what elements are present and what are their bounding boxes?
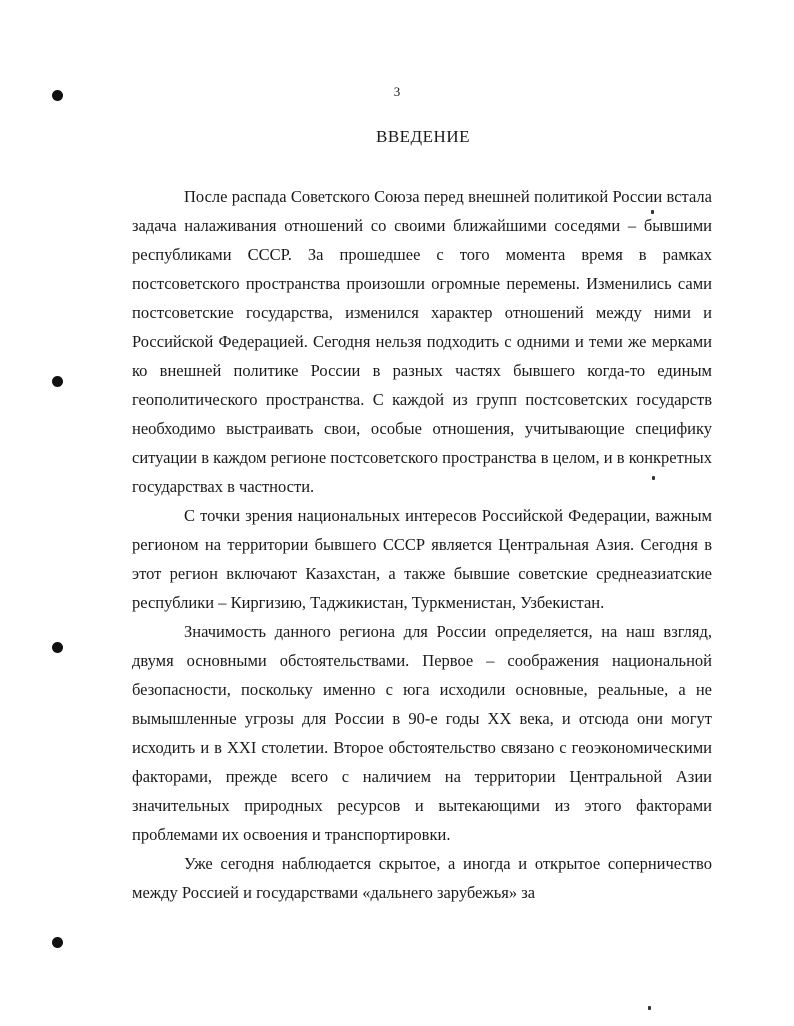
binder-hole-mark: [52, 937, 63, 948]
binder-hole-mark: [52, 376, 63, 387]
binder-hole-mark: [52, 90, 63, 101]
paragraph-2: С точки зрения национальных интересов Российской Федерации, важным регионом на территории бывшего СССР является Центральная Азия. Сегодня в этот регион включают Казахстан, а также бывшие советские среднеазиатские республики – Киргизию, Таджикистан, Туркменистан, Узбекистан.: [132, 506, 712, 612]
scan-speck: [648, 1006, 651, 1010]
paragraph-1: После распада Советского Союза перед внешней политикой России встала задача налаживания отношений со своими ближайшими соседями – бывшими республиками СССР. За прошедшее с того момента время в рамках постсоветского пространства произошли огромные перемены. Изменились сами постсоветские государства, изменился характер отношений между ними и Российской Федерацией. Сегодня нельзя подходить с одними и теми же мерками ко внешней политике России в разных частях бывшего когда-то единым геополитического пространства. С каждой из групп постсоветских государств необходимо выстраивать свои, особые отношения, учитывающие специфику ситуации в каждом регионе постсоветского пространства в целом, и в конкретных государствах в частности.: [132, 187, 712, 496]
body-text: [132, 182, 712, 907]
section-heading: ВВЕДЕНИЕ: [376, 127, 470, 146]
paragraph-3: Значимость данного региона для России определяется, на наш взгляд, двумя основными обстоятельствами. Первое – соображения национальной безопасности, поскольку именно с юга исходили основные, реальные, а не вымышленные угрозы для России в 90-е годы XX века, и отсюда они могут исходить и в XXI столетии. Второе обстоятельство связано с геоэкономическими факторами, прежде всего с наличием на территории Центральной Азии значительных природных ресурсов и вытекающими из этого факторами проблемами их освоения и транспортировки.: [132, 622, 712, 844]
binder-hole-mark: [52, 642, 63, 653]
scan-speck: [652, 476, 655, 480]
scan-speck: [651, 210, 654, 214]
paragraph-4: Уже сегодня наблюдается скрытое, а иногда и открытое соперничество между Россией и государствами «дальнего зарубежья» за: [132, 854, 712, 902]
page-number: 3: [393, 84, 401, 99]
